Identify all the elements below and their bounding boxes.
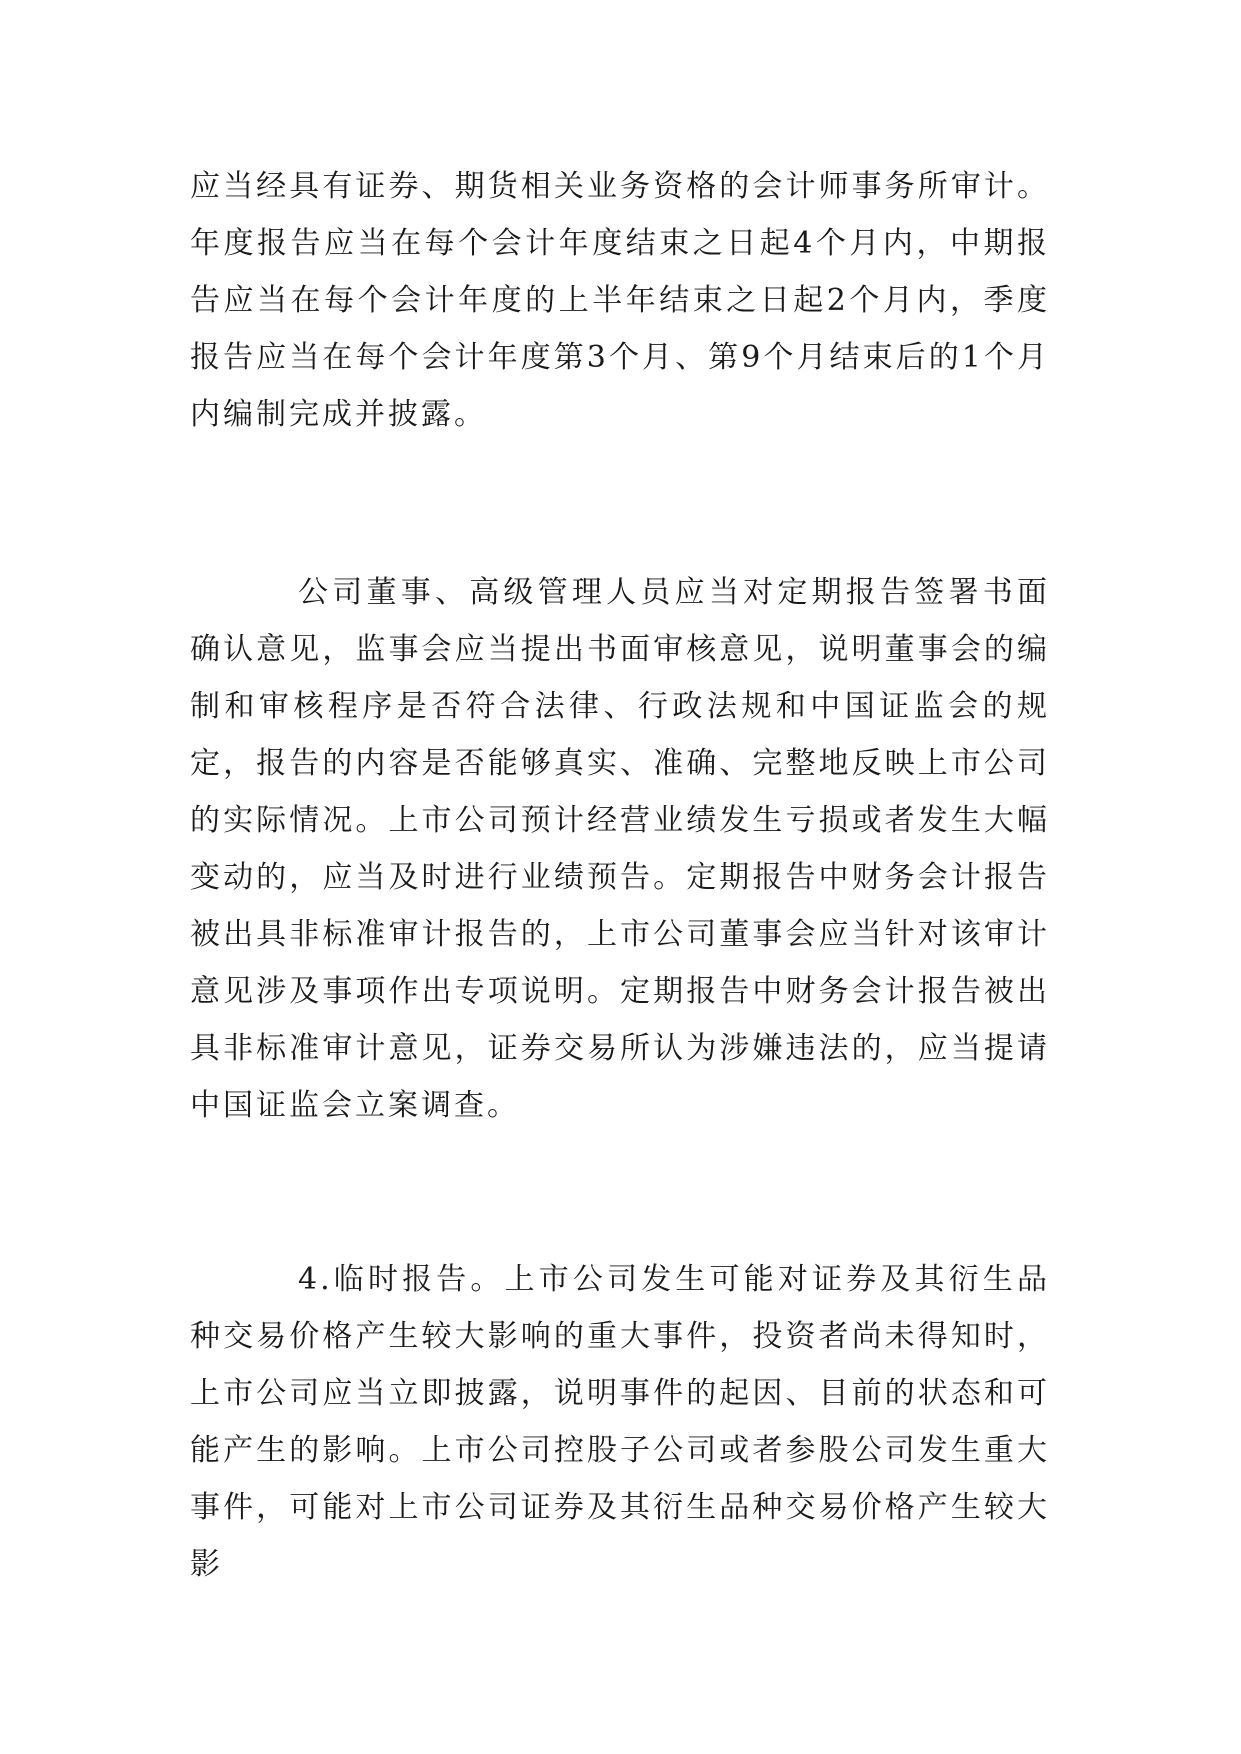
- paragraph-interim-report: 4.临时报告。上市公司发生可能对证券及其衍生品种交易价格产生较大影响的重大事件，投资者尚未得知时，上市公司应当立即披露，说明事件的起因、目前的状态和可能产生的影响。上市公司控股子公司或者参股公司发生重大事件，可能对上市公司证券及其衍生品种交易价格产生较大影: [190, 1262, 1050, 1582]
- paragraph-director-confirmation: 公司董事、高级管理人员应当对定期报告签署书面确认意见，监事会应当提出书面审核意见，说明董事会的编制和审核程序是否符合法律、行政法规和中国证监会的规定，报告的内容是否能够真实、准确、完整地反映上市公司的实际情况。上市公司预计经营业绩发生亏损或者发生大幅变动的，应当及时进行业绩预告。定期报告中财务会计报告被出具非标准审计报告的，上市公司董事会应当针对该审计意见涉及事项作出专项说明。定期报告中财务会计报告被出具非标准审计意见，证券交易所认为涉嫌违法的，应当提请中国证监会立案调查。: [190, 575, 1050, 1123]
- paragraph-audit-and-deadlines: 应当经具有证券、期货相关业务资格的会计师事务所审计。年度报告应当在每个会计年度结束之日起4个月内，中期报告应当在每个会计年度的上半年结束之日起2个月内，季度报告应当在每个会计年度第3个月、第9个月结束后的1个月内编制完成并披露。: [190, 169, 1050, 432]
